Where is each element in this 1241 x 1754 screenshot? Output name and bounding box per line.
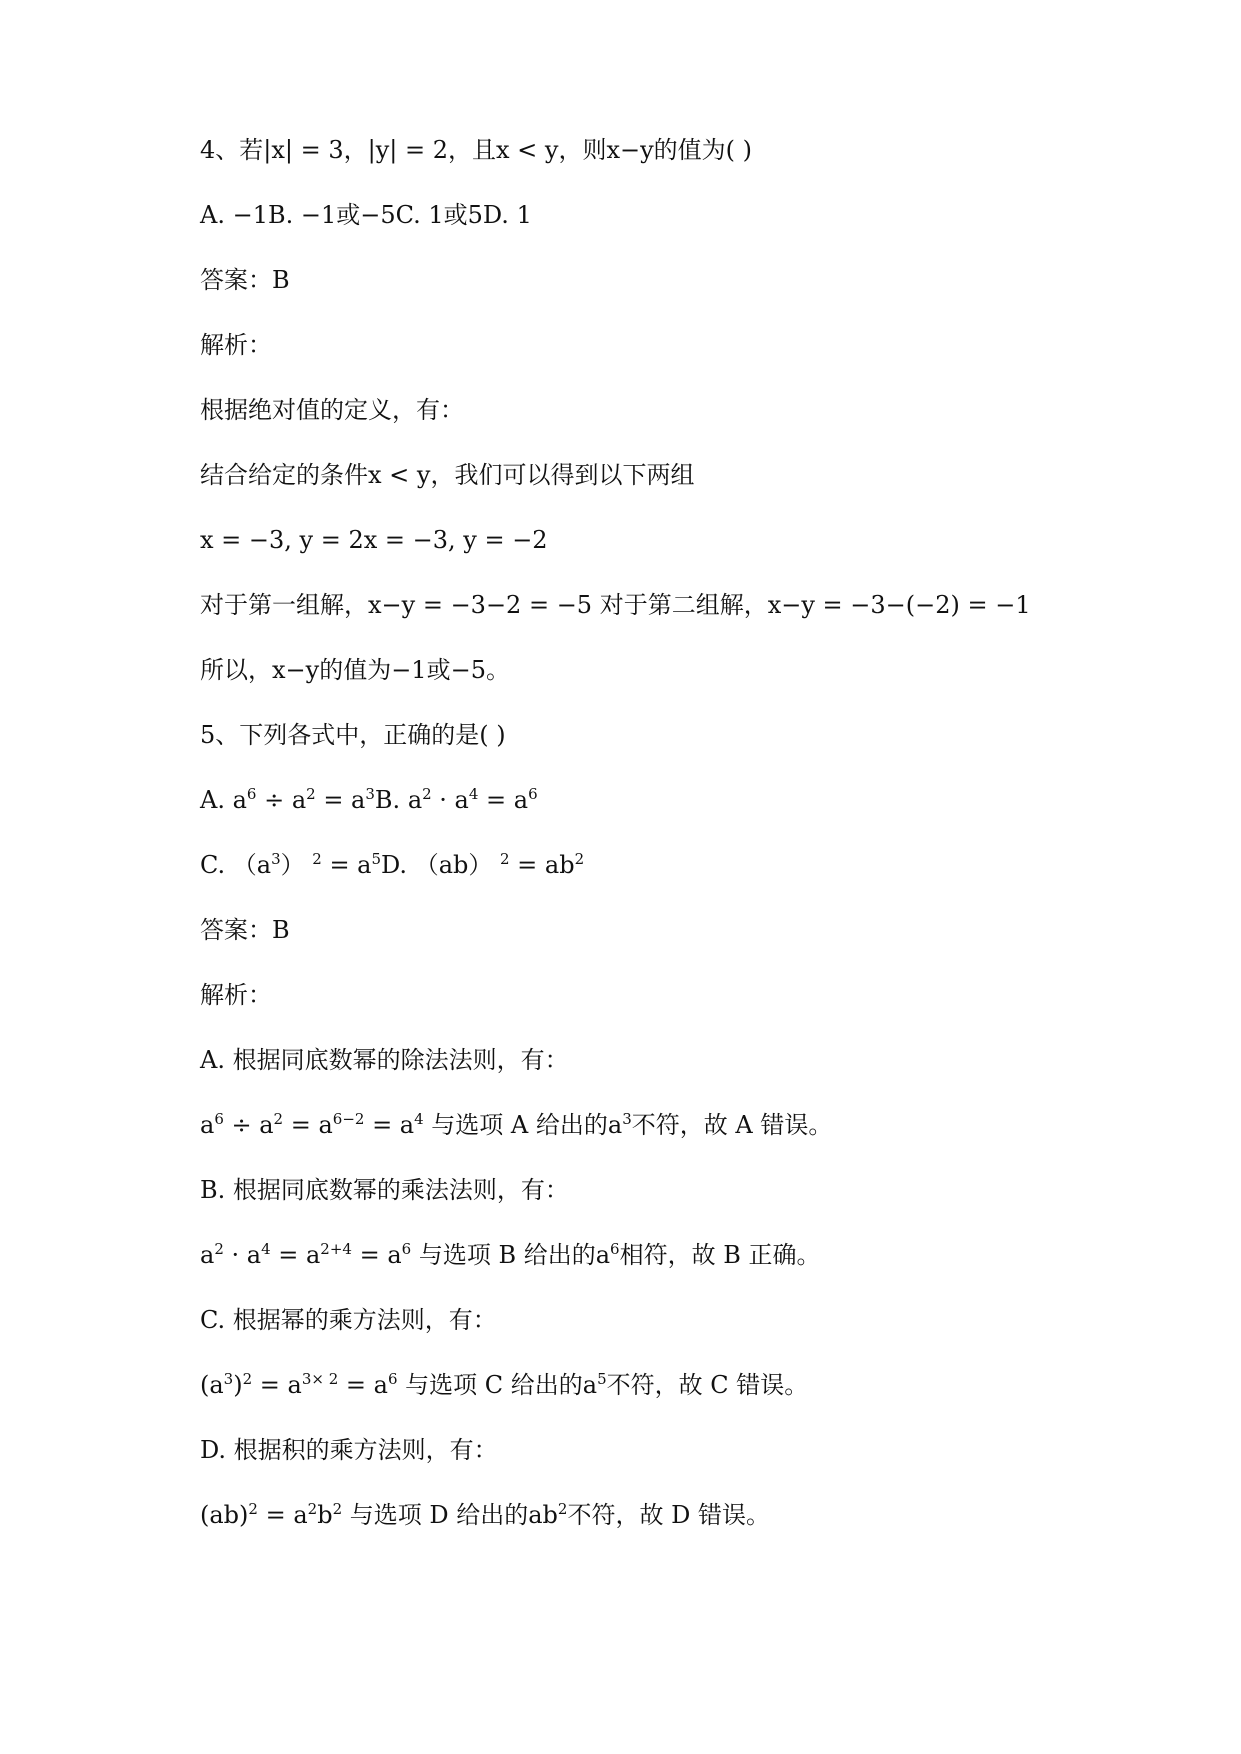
text-segment: = a — [283, 1111, 333, 1139]
text-segment: = a — [270, 1241, 321, 1269]
text-segment: 答案：B — [200, 916, 290, 944]
text-segment: a — [200, 1241, 215, 1269]
text-segment: = a — [351, 1241, 402, 1269]
superscript: 4 — [261, 1240, 271, 1258]
superscript: 5 — [597, 1370, 607, 1388]
text-segment: D. （ab） — [381, 851, 500, 879]
text-line — [200, 979, 272, 1011]
superscript: 6 — [246, 785, 257, 803]
text-line — [200, 784, 538, 816]
text-segment: = a — [257, 1501, 308, 1529]
text-segment: 不符，故 C 错误。 — [606, 1371, 809, 1399]
text-line — [200, 1174, 569, 1206]
text-segment: 与选项 D 给出的ab — [342, 1501, 558, 1529]
superscript: 4 — [414, 1110, 424, 1128]
text-segment: C. 根据幂的乘方法则，有： — [200, 1306, 497, 1334]
text-segment: 结合给定的条件x < y，我们可以得到以下两组 — [200, 461, 695, 489]
text-line — [200, 329, 272, 361]
text-line — [200, 1044, 569, 1076]
superscript: 5 — [371, 850, 382, 868]
superscript: 2 — [574, 850, 585, 868]
text-segment: C. （a — [200, 851, 272, 879]
text-segment: B. a — [374, 786, 423, 814]
text-line — [200, 1499, 770, 1531]
text-segment: 解析： — [200, 331, 272, 359]
superscript: 2 — [307, 1500, 318, 1518]
text-line — [200, 1434, 498, 1466]
text-line — [200, 914, 290, 946]
text-line — [200, 654, 510, 686]
text-segment: = a — [364, 1111, 415, 1139]
superscript: 3× 2 — [301, 1370, 339, 1388]
text-segment: 不符，故 A 错误。 — [631, 1111, 833, 1139]
superscript: 2 — [248, 1500, 258, 1518]
text-segment: a — [200, 1111, 215, 1139]
text-segment: · a — [431, 786, 469, 814]
superscript: 2 — [312, 850, 322, 868]
text-segment: 与选项 A 给出的a — [423, 1111, 623, 1139]
superscript: 2+4 — [320, 1240, 352, 1258]
superscript: 2 — [242, 1370, 253, 1388]
text-segment: · a — [223, 1241, 262, 1269]
text-segment: A. 根据同底数幂的除法法则，有： — [200, 1046, 569, 1074]
text-line — [200, 589, 1031, 621]
text-line — [200, 849, 584, 881]
text-line — [200, 394, 464, 426]
text-segment: = a — [338, 1371, 388, 1399]
text-segment: = a — [252, 1371, 302, 1399]
superscript: 3 — [365, 785, 375, 803]
text-segment: 5、下列各式中，正确的是( ) — [200, 721, 506, 749]
superscript: 6 — [610, 1240, 620, 1258]
text-segment: b — [317, 1501, 333, 1529]
text-segment: 4、若|x| = 3，|y| = 2，且x < y，则x−y的值为( ) — [200, 136, 752, 164]
text-segment: 根据绝对值的定义，有： — [200, 396, 464, 424]
text-line — [200, 1109, 832, 1141]
superscript: 2 — [332, 1500, 343, 1518]
superscript: 2 — [500, 850, 510, 868]
text-segment: = a — [321, 851, 372, 879]
text-segment: (a — [200, 1371, 224, 1399]
text-segment: D. 根据积的乘方法则，有： — [200, 1436, 498, 1464]
text-segment: 与选项 B 给出的a — [411, 1241, 611, 1269]
text-line — [200, 199, 532, 231]
text-segment: 不符，故 D 错误。 — [567, 1501, 770, 1529]
text-segment: 与选项 C 给出的a — [397, 1371, 598, 1399]
text-segment: x = −3, y = 2x = −3, y = −2 — [200, 526, 548, 554]
text-segment: 答案：B — [200, 266, 290, 294]
text-line — [200, 459, 694, 491]
text-line — [200, 264, 290, 296]
text-segment: 解析： — [200, 981, 272, 1009]
text-segment: = a — [478, 786, 529, 814]
text-segment: 对于第一组解，x−y = −3−2 = −5 对于第二组解，x−y = −3−(−2) = −1 — [200, 591, 1031, 619]
text-segment: = a — [315, 786, 366, 814]
text-segment: ) — [233, 1371, 243, 1399]
text-segment: ） — [280, 851, 313, 879]
superscript: 2 — [306, 785, 316, 803]
text-segment: (ab) — [200, 1501, 249, 1529]
superscript: 6 — [214, 1110, 224, 1128]
text-segment: 所以，x−y的值为−1或−5。 — [200, 656, 510, 684]
text-line — [200, 524, 548, 556]
superscript: 2 — [273, 1110, 284, 1128]
superscript: 2 — [422, 785, 432, 803]
superscript: 6 — [387, 1370, 398, 1388]
text-line — [200, 1369, 808, 1401]
text-segment: B. 根据同底数幂的乘法法则，有： — [200, 1176, 569, 1204]
text-segment: A. a — [200, 786, 247, 814]
superscript: 3 — [223, 1370, 234, 1388]
text-line — [200, 719, 506, 751]
superscript: 6−2 — [332, 1110, 365, 1128]
superscript: 2 — [557, 1500, 568, 1518]
text-line — [200, 1239, 820, 1271]
text-segment: ÷ a — [223, 1111, 274, 1139]
superscript: 3 — [271, 850, 281, 868]
text-segment: 相符，故 B 正确。 — [619, 1241, 821, 1269]
text-line — [200, 134, 752, 166]
text-segment: ÷ a — [256, 786, 307, 814]
text-line — [200, 1304, 497, 1336]
text-segment: = ab — [509, 851, 575, 879]
superscript: 2 — [214, 1240, 224, 1258]
superscript: 3 — [622, 1110, 632, 1128]
text-segment: A. −1B. −1或−5C. 1或5D. 1 — [200, 201, 532, 229]
superscript: 6 — [528, 785, 538, 803]
superscript: 4 — [468, 785, 479, 803]
superscript: 6 — [401, 1240, 412, 1258]
